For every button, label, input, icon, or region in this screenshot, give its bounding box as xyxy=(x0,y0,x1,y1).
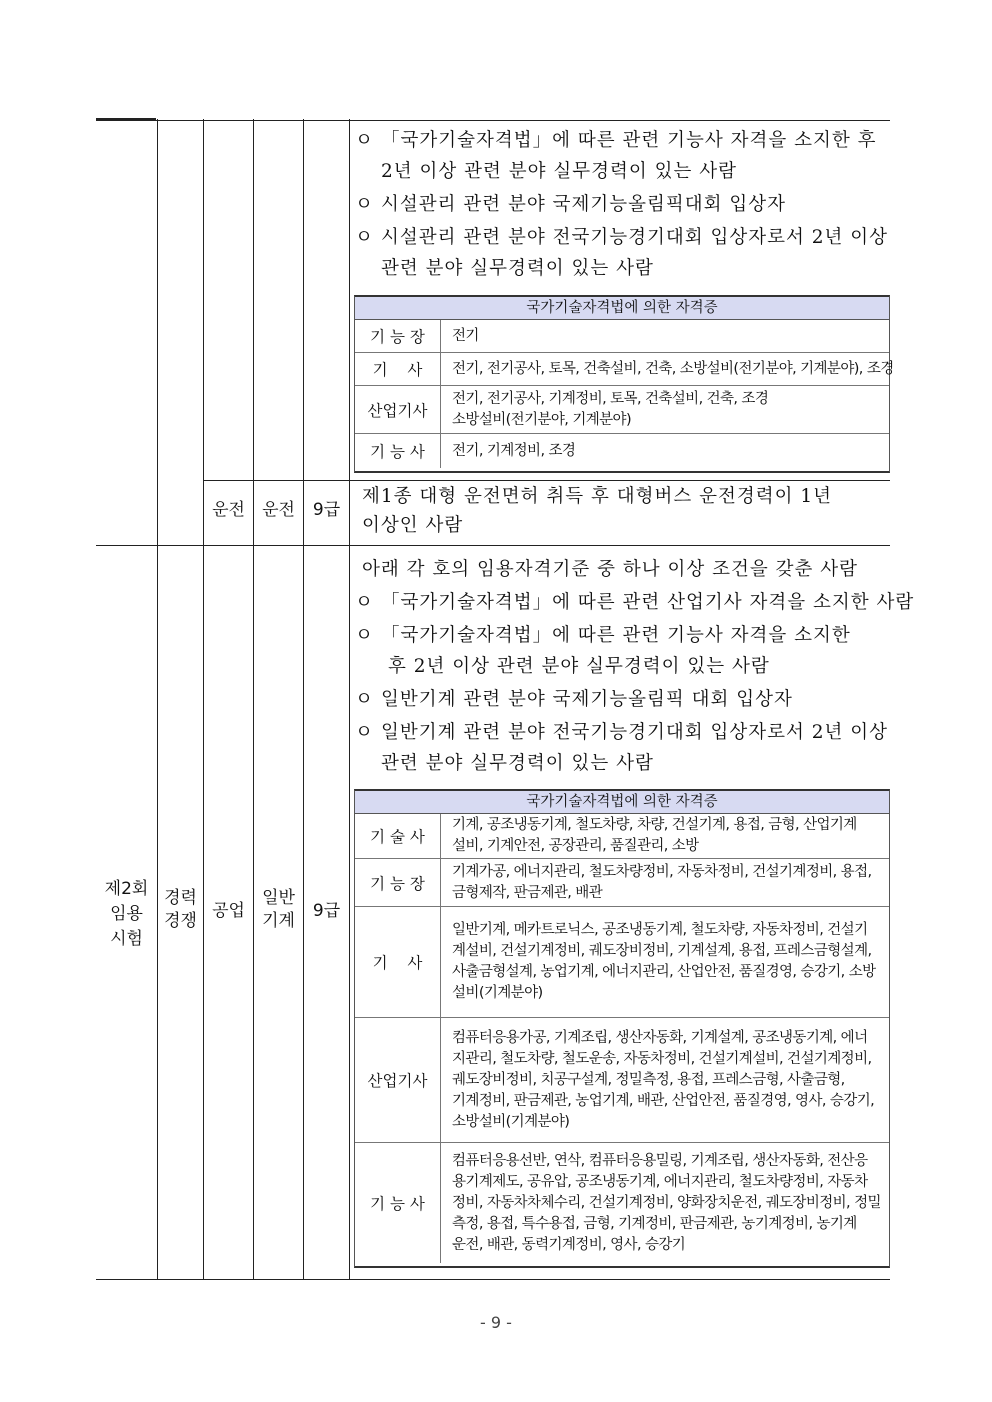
certificate-row xyxy=(355,1018,889,1143)
certificate-list: 컴퓨터응용선반, 연삭, 컴퓨터응용밀링, 기계조립, 생산자동화, 전산응 용기계제도, 공유압, 공조냉동기계, 에너지관리, 철도차량정비, 자동차 정비, 자동차차체수리, 건설기계정비, 양화장치운전, 궤도장비정비, 정밀 측정, 용접, 특수용접, 금형, 기계정비, 판금제관, 농기계정비, 농기계 운전, 배관, 동력기계정비, 영사, 승강기 xyxy=(452,1152,881,1253)
certificate-list: 기계가공, 에너지관리, 철도차량정비, 자동차정비, 건설기계정비, 용접, 금형제작, 판금제관, 배관 xyxy=(452,863,872,901)
recruitment-type: 경력 경쟁 xyxy=(164,888,197,931)
certificate-list: 일반기계, 메카트로닉스, 공조냉동기계, 철도차량, 자동차정비, 건설기 계설비, 건설기계정비, 궤도장비정비, 기계설계, 용접, 프레스금형설계, 사출금형설계, 농업기계, 에너지관리, 산업안전, 품질경영, 승강기, 소방 설비(기계분야) xyxy=(452,922,876,1001)
certificate-level: 기 능 장 xyxy=(355,859,441,906)
certificate-row xyxy=(355,320,889,353)
row3-item-2-cont: 후 2년 이상 관련 분야 실무경력이 있는 사람 xyxy=(388,656,770,677)
row2-qualification-line-1: 제1종 대형 운전면허 취득 후 대형버스 운전경력이 1년 xyxy=(362,486,832,507)
row3-certificate-table xyxy=(354,789,890,1268)
certificate-row xyxy=(355,353,894,386)
certificate-list: 전기, 기계정비, 조경 xyxy=(452,442,576,459)
certificate-level: 기 능 사 xyxy=(355,434,441,468)
certificate-table-header: 국가기술자격법에 의한 자격증 xyxy=(355,297,889,320)
row3-intro: 아래 각 호의 임용자격기준 중 하나 이상 조건을 갖춘 사람 xyxy=(362,559,858,580)
table-top-border xyxy=(96,120,890,121)
certificate-row xyxy=(355,907,889,1018)
col-line-4 xyxy=(303,119,304,1280)
row1-item-3-cont: 관련 분야 실무경력이 있는 사람 xyxy=(381,258,654,279)
col-line-2 xyxy=(203,119,204,1280)
row3-item-4-cont: 관련 분야 실무경력이 있는 사람 xyxy=(381,753,654,774)
certificate-table-header: 국가기술자격법에 의한 자격증 xyxy=(355,791,889,814)
row3-item-2: ㅇ 「국가기술자격법」에 따른 관련 기능사 자격을 소지한 xyxy=(355,625,851,646)
col-line-1 xyxy=(157,119,158,1280)
certificate-list: 전기, 전기공사, 토목, 건축설비, 건축, 소방설비(전기분야, 기계분야), 조경 xyxy=(452,360,894,377)
row1-item-2: ㅇ 시설관리 관련 분야 국제기능올림픽대회 입상자 xyxy=(355,194,786,215)
row2-job-group: 운전 xyxy=(212,500,245,520)
certificate-list: 기계, 공조냉동기계, 철도차량, 차량, 건설기계, 용접, 금형, 산업기계 설비, 기계안전, 공장관리, 품질관리, 소방 xyxy=(452,817,857,854)
table-bottom-border xyxy=(96,1279,890,1280)
certificate-list: 전기, 전기공사, 기계정비, 토목, 건축설비, 건축, 조경 소방설비(전기분야, 기계분야) xyxy=(452,390,769,428)
certificate-level: 기 사 xyxy=(355,353,441,385)
certificate-row xyxy=(355,859,889,907)
certificate-list: 컴퓨터응용가공, 기계조립, 생산자동화, 기계설계, 공조냉동기계, 에너 지관리, 철도차량, 철도운송, 자동차정비, 건설기계설비, 건설기계정비, 궤도장비정비, 치공구설계, 정밀측정, 용접, 프레스금형, 사출금형, 기계정비, 판금제관, 농업기계, 배관, 산업안전, 품질경영, 영사, 승강기, 소방설비(기계분야) xyxy=(452,1029,875,1130)
certificate-level: 기 능 장 xyxy=(355,320,441,352)
certificate-row xyxy=(355,434,889,468)
certificate-level: 기 술 사 xyxy=(355,814,441,858)
certificate-row xyxy=(355,386,889,434)
certificate-level: 기 능 사 xyxy=(355,1143,441,1263)
table-top-border-left-accent xyxy=(96,118,156,120)
exam-round: 제2회 임용 시험 xyxy=(104,879,149,949)
certificate-level: 산업기사 xyxy=(355,1018,441,1142)
certificate-level: 기 사 xyxy=(355,907,441,1017)
row2-grade: 9급 xyxy=(312,500,341,520)
row2-qualification-line-2: 이상인 사람 xyxy=(362,515,464,536)
row1-item-1-cont: 2년 이상 관련 분야 실무경력이 있는 사람 xyxy=(381,161,737,182)
row-separator-1 xyxy=(203,480,890,481)
row3-item-1: ㅇ 「국가기술자격법」에 따른 관련 산업기사 자격을 소지한 사람 xyxy=(355,592,915,613)
certificate-list: 전기 xyxy=(452,327,479,344)
col-line-3 xyxy=(253,119,254,1280)
job-group: 공업 xyxy=(212,901,245,921)
row1-item-1: ㅇ 「국가기술자격법」에 따른 관련 기능사 자격을 소지한 후 xyxy=(355,130,877,151)
certificate-row xyxy=(355,814,889,859)
row-separator-2 xyxy=(96,545,890,546)
row3-item-4: ㅇ 일반기계 관련 분야 전국기능경기대회 입상자로서 2년 이상 xyxy=(355,722,888,743)
col-line-5 xyxy=(349,119,350,1280)
certificate-level: 산업기사 xyxy=(355,386,441,433)
row2-job-series: 운전 xyxy=(262,500,295,520)
row1-certificate-table xyxy=(354,295,894,473)
row1-item-3: ㅇ 시설관리 관련 분야 전국기능경기대회 입상자로서 2년 이상 xyxy=(355,227,888,248)
job-grade: 9급 xyxy=(312,901,341,921)
job-series: 일반 기계 xyxy=(262,888,295,931)
page-number: - 9 - xyxy=(480,1313,512,1332)
certificate-row xyxy=(355,1143,889,1263)
row3-item-3: ㅇ 일반기계 관련 분야 국제기능올림픽 대회 입상자 xyxy=(355,689,793,710)
